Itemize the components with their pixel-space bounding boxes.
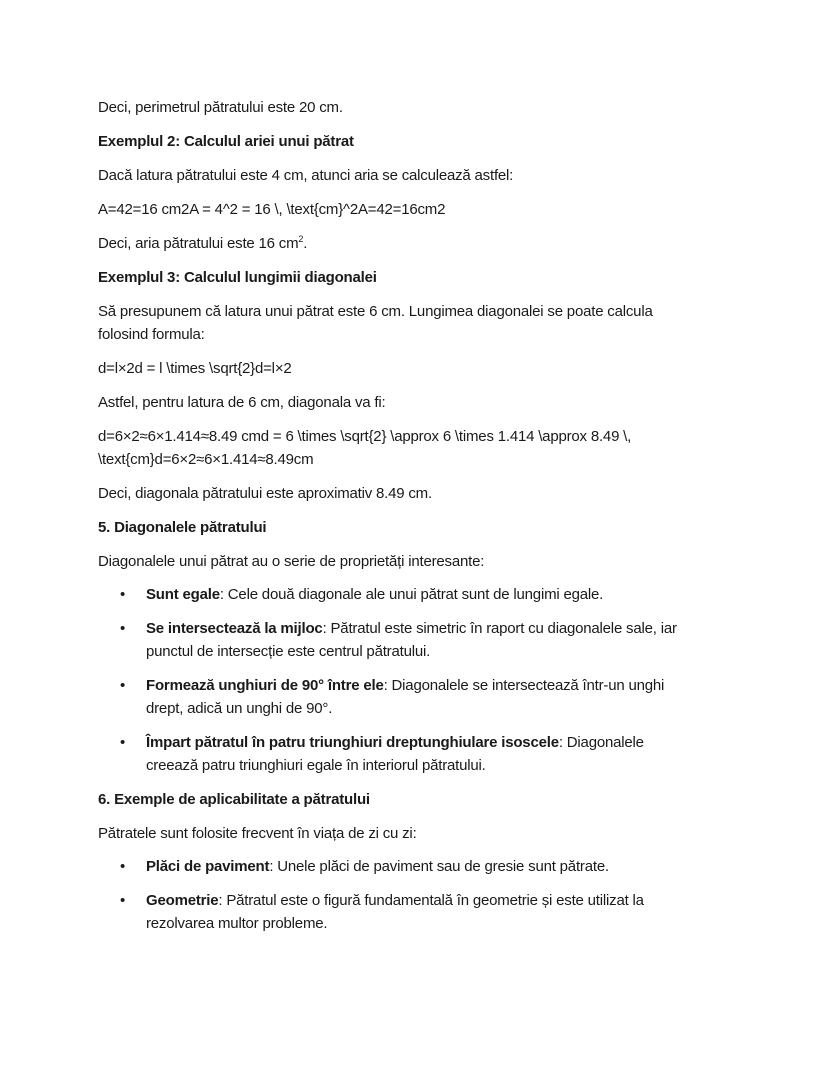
area-result-text: Deci, aria pătratului este 16 cm — [98, 235, 299, 252]
list-item-text: : Pătratul este simetric în raport cu diagonalele sale, iar — [322, 620, 677, 637]
paragraph-example-3-intro-line2: folosind formula: — [98, 326, 205, 343]
list-item-bold: Se intersectează la mijloc — [146, 620, 323, 637]
paragraph-example-2-intro: Dacă latura pătratului este 4 cm, atunci aria se calculează astfel: — [98, 167, 514, 184]
list-item-bold: Plăci de paviment — [146, 858, 270, 875]
list-item — [98, 617, 738, 663]
paragraph-diagonal-result: Deci, diagonala pătratului este aproximativ 8.49 cm. — [98, 485, 432, 502]
list-item-text: : Diagonalele se intersectează într-un unghi — [383, 677, 665, 694]
list-item — [98, 855, 738, 878]
list-item-bold: Formează unghiuri de 90° între ele — [146, 677, 384, 694]
formula-diagonal: d=l×2d = l \times \sqrt{2}d=l×2 — [98, 360, 292, 377]
list-item-bold: Împart pătratul în patru triunghiuri dreptunghiulare isoscele — [146, 734, 559, 751]
area-result-period: . — [303, 235, 308, 252]
paragraph-example-3-intro-line1: Să presupunem că latura unui pătrat este 6 cm. Lungimea diagonalei se poate calcula — [98, 303, 653, 320]
bullet-icon: • — [120, 620, 126, 637]
list-item-text: rezolvarea multor probleme. — [146, 915, 328, 932]
heading-example-2: Exemplul 2: Calculul ariei unui pătrat — [98, 133, 354, 150]
bullet-icon: • — [120, 858, 126, 875]
heading-section-5: 5. Diagonalele pătratului — [98, 519, 267, 536]
heading-section-6: 6. Exemple de aplicabilitate a pătratului — [98, 791, 370, 808]
formula-diagonal-calc-line1: d=6×2≈6×1.414≈8.49 cmd = 6 \times \sqrt{2} \approx 6 \times 1.414 \approx 8.49 \, — [98, 428, 632, 445]
area-result-superscript: 2 — [298, 234, 304, 244]
paragraph-section-5-intro: Diagonalele unui pătrat au o serie de proprietăți interesante: — [98, 553, 485, 570]
bullet-icon: • — [120, 677, 126, 694]
list-item-text: : Pătratul este o figură fundamentală în geometrie și este utilizat la — [218, 892, 644, 909]
paragraph-section-6-intro: Pătratele sunt folosite frecvent în viața de zi cu zi: — [98, 825, 417, 842]
formula-diagonal-calc-line2: \text{cm}d=6×2≈6×1.414≈8.49cm — [98, 451, 314, 468]
list-item-text: drept, adică un unghi de 90°. — [146, 700, 333, 717]
paragraph-area-result — [98, 232, 307, 255]
bullet-icon: • — [120, 586, 126, 603]
list-item — [98, 674, 738, 720]
list-item — [98, 583, 738, 606]
bullet-icon: • — [120, 734, 126, 751]
list-item — [98, 889, 738, 935]
list-item-bold: Geometrie — [146, 892, 219, 909]
paragraph-perimeter-result: Deci, perimetrul pătratului este 20 cm. — [98, 99, 343, 116]
list-item-text: : Cele două diagonale ale unui pătrat sunt de lungimi egale. — [219, 586, 604, 603]
list-item-text: creează patru triunghiuri egale în interiorul pătratului. — [146, 757, 486, 774]
heading-example-3: Exemplul 3: Calculul lungimii diagonalei — [98, 269, 377, 286]
bullet-icon: • — [120, 892, 126, 909]
list-item-bold: Sunt egale — [146, 586, 220, 603]
list-item — [98, 731, 738, 777]
list-item-text: : Unele plăci de paviment sau de gresie sunt pătrate. — [269, 858, 609, 875]
list-item-text: : Diagonalele — [558, 734, 644, 751]
list-item-text: punctul de intersecție este centrul pătratului. — [146, 643, 431, 660]
paragraph-astfel: Astfel, pentru latura de 6 cm, diagonala va fi: — [98, 394, 386, 411]
formula-area: A=42=16 cm2A = 4^2 = 16 \, \text{cm}^2A=42=16cm2 — [98, 201, 446, 218]
